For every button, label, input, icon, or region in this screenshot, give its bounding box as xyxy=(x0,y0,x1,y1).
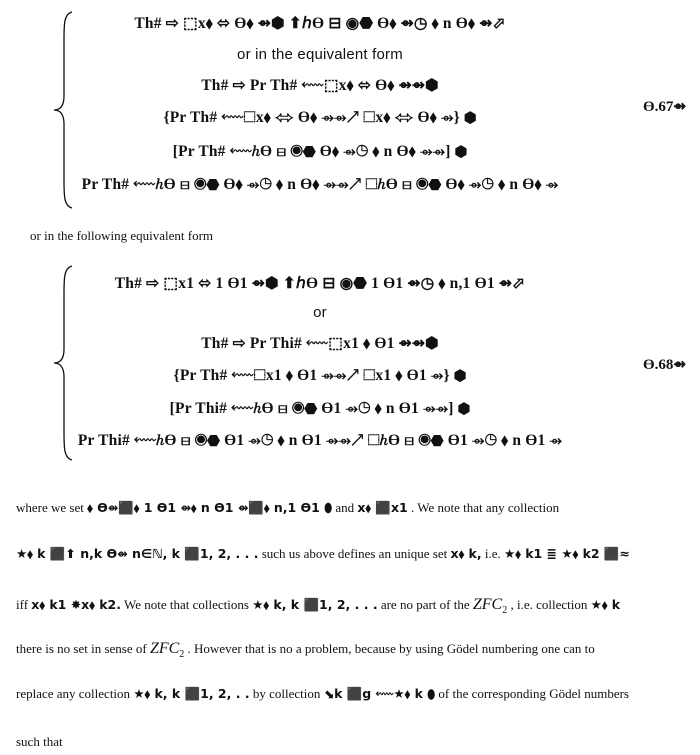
paragraph-line-5 xyxy=(16,686,629,702)
text-ie-collection: , i.e. collection xyxy=(510,597,588,612)
eq68-line-1: Th# ⇨ ⬚x1 ⬄ 1 Ɵ1 ⇴⬢ ⬆ℎƟ ⊟ ◉⬣ 1 Ɵ1 ⇴◷ ⬧ n,1 Ɵ1 ⇴⬀ xyxy=(114,275,526,292)
formula-godel-collection: ⬊k ⬛g ⬳★⬧ k ⬮ xyxy=(323,686,436,701)
between-text: or in the following equivalent form xyxy=(30,228,214,243)
zfc-symbol-2: $ZFC_2$ xyxy=(149,640,185,661)
formula-collections-k: ★⬧ k, k ⬛1, 2, . . . xyxy=(252,597,378,612)
formula-star-k: ★⬧ k xyxy=(590,597,621,612)
text-godel-numbers: of the corresponding Gödel numbers xyxy=(438,686,629,701)
formula-x-equals-x1: x⬧ ⬛x1 xyxy=(357,500,408,515)
paragraph-line-4 xyxy=(16,640,595,660)
eq67-line-2: or in the equivalent form xyxy=(237,46,403,63)
eq68-line-3: Th# ⇨ Pr Thi# ⬳⬚x1 ⬧ Ɵ1 ⇴⇴⬢ xyxy=(201,335,439,352)
formula-x-k1-x-k2: x⬧ k1 ✸x⬧ k2. xyxy=(31,597,121,612)
eq68-line-5: [Pr Thi# ⬳ℎƟ ⊟ ◉⬣ Ɵ1 ⇴◷ ⬧ n Ɵ1 ⇴⇴] ⬢ xyxy=(169,400,471,417)
text-godel-numbering: . However that is no a problem, because by using Gödel numbering one can to xyxy=(187,641,595,656)
eq67-line-1: Th# ⇨ ⬚x⬧ ⬄ Ɵ⬧ ⇴⬢ ⬆ℎƟ ⊟ ◉⬣ Ɵ⬧ ⇴◷ ⬧ n Ɵ⬧ ⇴⬀ xyxy=(134,15,506,32)
text-where-we-set: where we set xyxy=(16,500,84,515)
eq67-line-4: {Pr Th# ⬳⬚x⬧ ⬄ Ɵ⬧ ⇴⇴↗ ⬚x⬧ ⬄ Ɵ⬧ ⇴} ⬢ xyxy=(163,109,477,126)
zfc-symbol: $ZFC_2$ xyxy=(472,596,508,617)
paragraph-line-2 xyxy=(16,546,630,562)
formula-x-k: x⬧ k, xyxy=(450,546,482,561)
paragraph-line-1 xyxy=(16,500,559,516)
equation-number-67: Ɵ.67⇴ xyxy=(643,99,686,115)
text-defines-unique-set: such us above defines an unique set xyxy=(261,546,448,561)
text-ie: i.e. xyxy=(484,546,501,561)
paragraph-line-6: such that xyxy=(16,734,63,749)
text-by-collection: by collection xyxy=(252,686,321,701)
eq68-line-4: {Pr Th# ⬳⬚x1 ⬧ Ɵ1 ⇴⇴↗ ⬚x1 ⬧ Ɵ1 ⇴} ⬢ xyxy=(173,367,467,384)
text-iff: iff xyxy=(16,597,29,612)
eq68-line-6: Pr Thi# ⬳ℎƟ ⊟ ◉⬣ Ɵ1 ⇴◷ ⬧ n Ɵ1 ⇴⇴↗ ⬚ℎƟ ⊟ ◉⬣ Ɵ1 ⇴◷ ⬧ n Ɵ1 ⇴ xyxy=(77,432,563,449)
formula-equivalence: ★⬧ k1 ≣ ★⬧ k2 ⬛≈ xyxy=(504,546,630,561)
eq67-line-5: [Pr Th# ⬳ℎƟ ⊟ ◉⬣ Ɵ⬧ ⇴◷ ⬧ n Ɵ⬧ ⇴⇴] ⬢ xyxy=(172,143,468,160)
eq68-line-2: or xyxy=(313,304,327,321)
text-note-collections: We note that collections xyxy=(124,597,249,612)
text-note-collection: . We note that any collection xyxy=(410,500,560,515)
eq67-line-6: Pr Th# ⬳ℎƟ ⊟ ◉⬣ Ɵ⬧ ⇴◷ ⬧ n Ɵ⬧ ⇴⇴↗ ⬚ℎƟ ⊟ ◉⬣ Ɵ⬧ ⇴◷ ⬧ n Ɵ⬧ ⇴ xyxy=(81,176,559,193)
formula-set-definition: ⬧ Ɵ⇴⬛⬧ 1 Ɵ1 ⇴⬧ n Ɵ1 ⇴⬛⬧ n,1 Ɵ1 ⬮ xyxy=(87,500,333,515)
eq67-line-3: Th# ⇨ Pr Th# ⬳⬚x⬧ ⬄ Ɵ⬧ ⇴⇴⬢ xyxy=(201,77,439,94)
formula-collection-replace: ★⬧ k, k ⬛1, 2, . . xyxy=(133,686,250,701)
text-no-set-in-sense: there is no set in sense of xyxy=(16,641,147,656)
text-replace-collection: replace any collection xyxy=(16,686,131,701)
text-no-part-of: are no part of the xyxy=(380,597,470,612)
text-and: and xyxy=(335,500,355,515)
equation-number-68: Ɵ.68⇴ xyxy=(643,357,686,373)
formula-collection: ★⬧ k ⬛⬆ n,k Ɵ⇴ n∈ℕ, k ⬛1, 2, . . . xyxy=(16,546,259,561)
paragraph-line-3 xyxy=(16,596,620,616)
